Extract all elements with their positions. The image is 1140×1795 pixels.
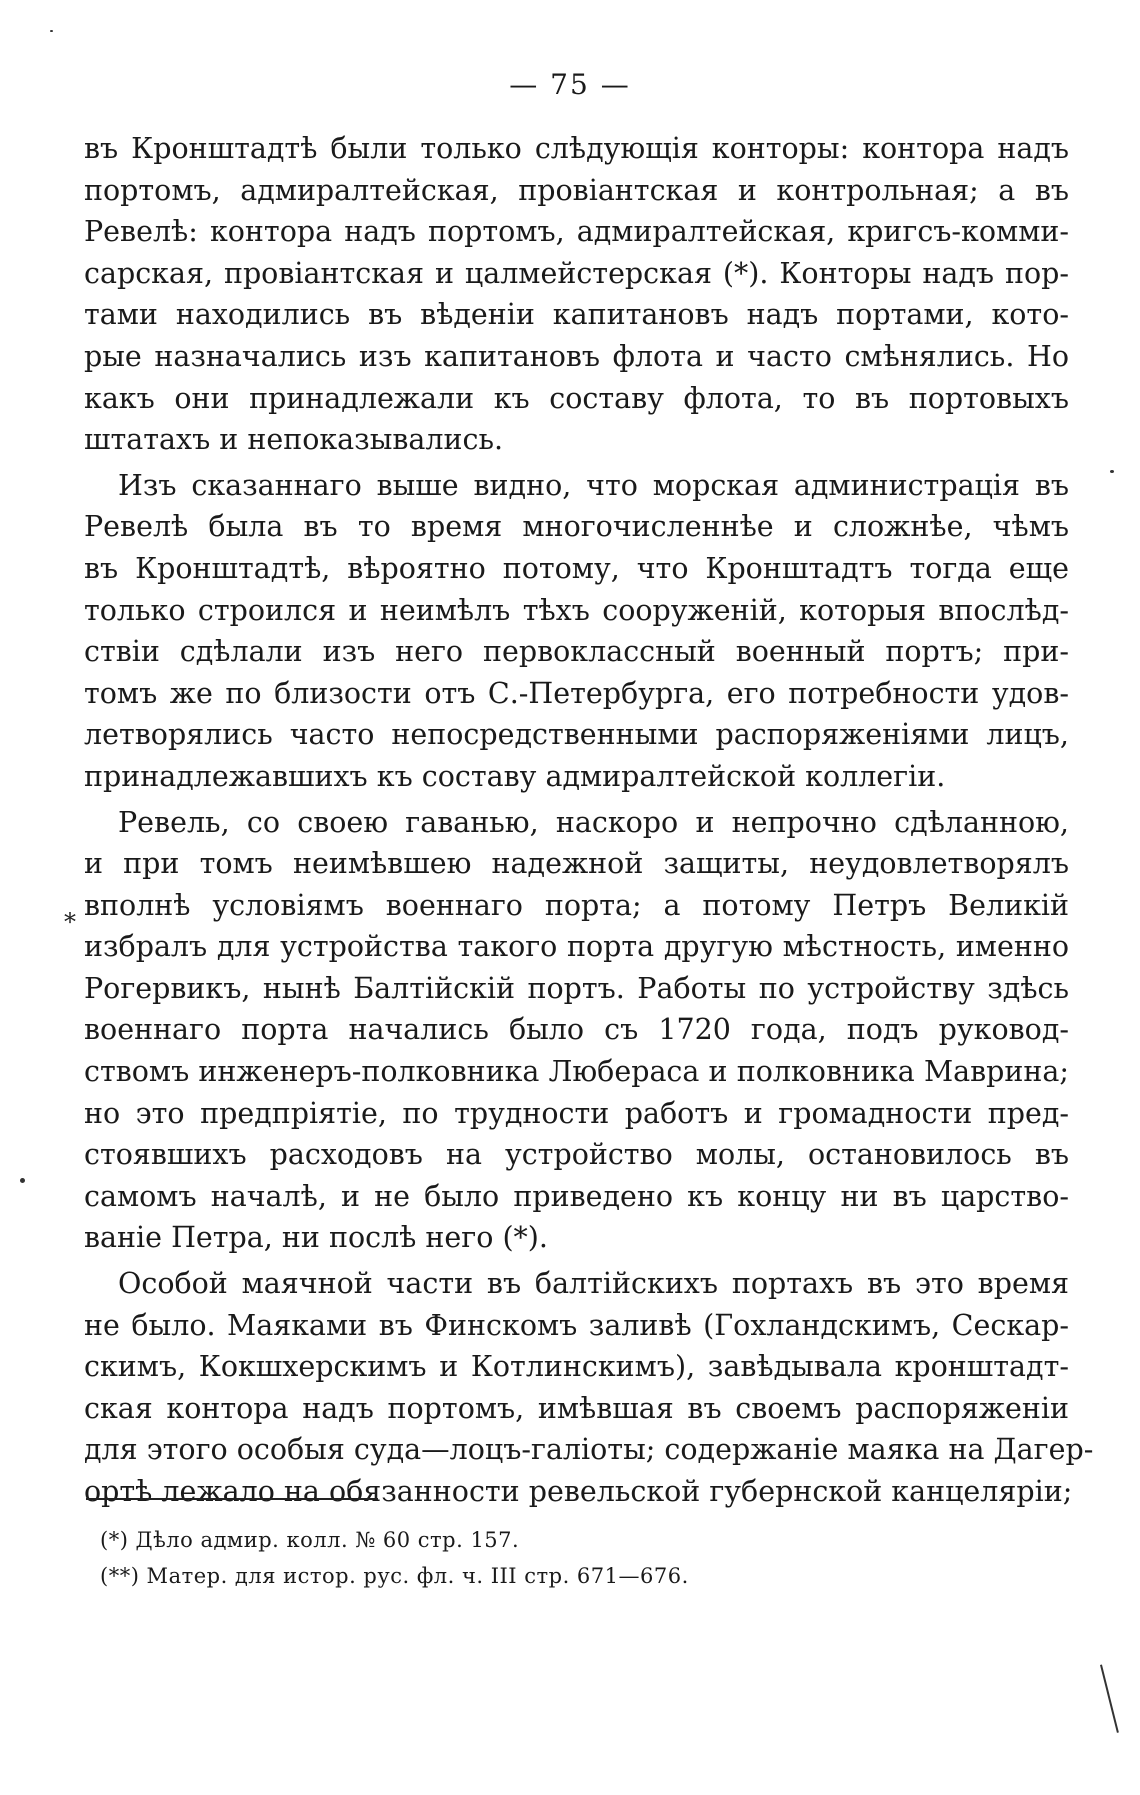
- text-line: тами находились въ вѣденіи капитановъ надъ портами, кото-: [84, 298, 1069, 332]
- paragraph-1: [84, 128, 1069, 461]
- text-line: не было. Маяками въ Финскомъ заливѣ (Гохландскимъ, Сескар-: [84, 1308, 1069, 1342]
- text-line: но это предпріятіе, по трудности работъ и громадности пред-: [84, 1096, 1069, 1130]
- text-line: Ревелѣ: контора надъ портомъ, адмиралтейская, кригсъ-комми-: [84, 215, 1069, 249]
- text-line: Ревелѣ была въ то время многочисленнѣе и сложнѣе, чѣмъ: [84, 510, 1069, 544]
- text-line: томъ же по близости отъ С.-Петербурга, его потребности удов-: [84, 676, 1069, 710]
- text-line: сарская, провіантская и цалмейстерская (*). Конторы надъ пор-: [84, 256, 1069, 290]
- text-line: въ Кронштадтѣ были только слѣдующія конторы: контора надъ: [84, 132, 1069, 165]
- text-line: Изъ сказаннаго выше видно, что морская администрація въ: [118, 468, 1069, 502]
- paragraph-3: [84, 802, 1069, 1260]
- text-line: принадлежавшихъ къ составу адмиралтейской коллегіи.: [84, 759, 946, 793]
- text-line: ствіи сдѣлали изъ него первоклассный военный портъ; при-: [84, 635, 1069, 669]
- text-line: Рогервикъ, нынѣ Балтійскій портъ. Работы по устройству здѣсь: [84, 971, 1069, 1005]
- text-line: портомъ, адмиралтейская, провіантская и контрольная; а въ: [84, 173, 1069, 207]
- scan-speck: [50, 30, 53, 32]
- text-line: самомъ началѣ, и не было приведено къ концу ни въ царство-: [84, 1179, 1069, 1213]
- footnote-divider: [86, 1498, 378, 1500]
- text-line: рые назначались изъ капитановъ флота и часто смѣнялись. Но: [84, 339, 1069, 373]
- text-line: штатахъ и непоказывались.: [84, 423, 504, 457]
- text-line: вполнѣ условіямъ военнаго порта; а потому Петръ Великій: [84, 888, 1069, 922]
- body-text: [84, 128, 1094, 1517]
- footnote: (**) Матер. для истор. рус. фл. ч. III стр. 671—676.: [100, 1564, 689, 1588]
- text-line: въ Кронштадтѣ, вѣроятно потому, что Кронштадтъ тогда еще: [84, 551, 1069, 585]
- text-line: для этого особыя суда—лоцъ-галіоты; содержаніе маяка на Дагер-: [84, 1433, 1094, 1467]
- text-line: летворялись часто непосредственными распоряженіями лицъ,: [84, 718, 1069, 752]
- text-line: скимъ, Кокшхерскимъ и Котлинскимъ), завѣдывала кронштадт-: [84, 1350, 1069, 1384]
- text-line: стоявшихъ расходовъ на устройство молы, остановилось въ: [84, 1138, 1069, 1172]
- text-line: только строился и неимѣлъ тѣхъ сооруженій, которыя впослѣд-: [84, 593, 1069, 627]
- text-line: ортѣ лежало на обязанности ревельской губернской канцеляріи;: [84, 1475, 1073, 1508]
- text-line: ская контора надъ портомъ, имѣвшая въ своемъ распоряженіи: [84, 1391, 1069, 1425]
- footnotes: [100, 1522, 689, 1594]
- paragraph-4: [84, 1263, 1094, 1513]
- text-line: ваніе Петра, ни послѣ него (*).: [84, 1221, 548, 1255]
- footnote: (*) Дѣло адмир. колл. № 60 стр. 157.: [100, 1528, 520, 1552]
- page-number: — 75 —: [509, 68, 631, 101]
- text-line: какъ они принадлежали къ составу флота, то въ портовыхъ: [84, 381, 1069, 415]
- paragraph-2: [84, 465, 1069, 798]
- scan-speck: [20, 1178, 25, 1183]
- text-line: избралъ для устройства такого порта другую мѣстность, именно: [84, 930, 1069, 964]
- scan-edge-stroke: [1100, 1665, 1119, 1733]
- text-line: и при томъ неимѣвшею надежной защиты, неудовлетворялъ: [84, 847, 1069, 881]
- text-line: ствомъ инженеръ-полковника Любераса и полковника Маврина;: [84, 1055, 1069, 1089]
- text-line: Ревель, со своею гаванью, наскоро и непрочно сдѣланною,: [118, 805, 1069, 839]
- text-line: военнаго порта начались было съ 1720 года, подъ руковод-: [84, 1013, 1069, 1047]
- margin-asterisk-mark: *: [64, 908, 76, 936]
- text-line: Особой маячной части въ балтійскихъ портахъ въ это время: [118, 1267, 1069, 1301]
- scan-speck: [1110, 470, 1114, 473]
